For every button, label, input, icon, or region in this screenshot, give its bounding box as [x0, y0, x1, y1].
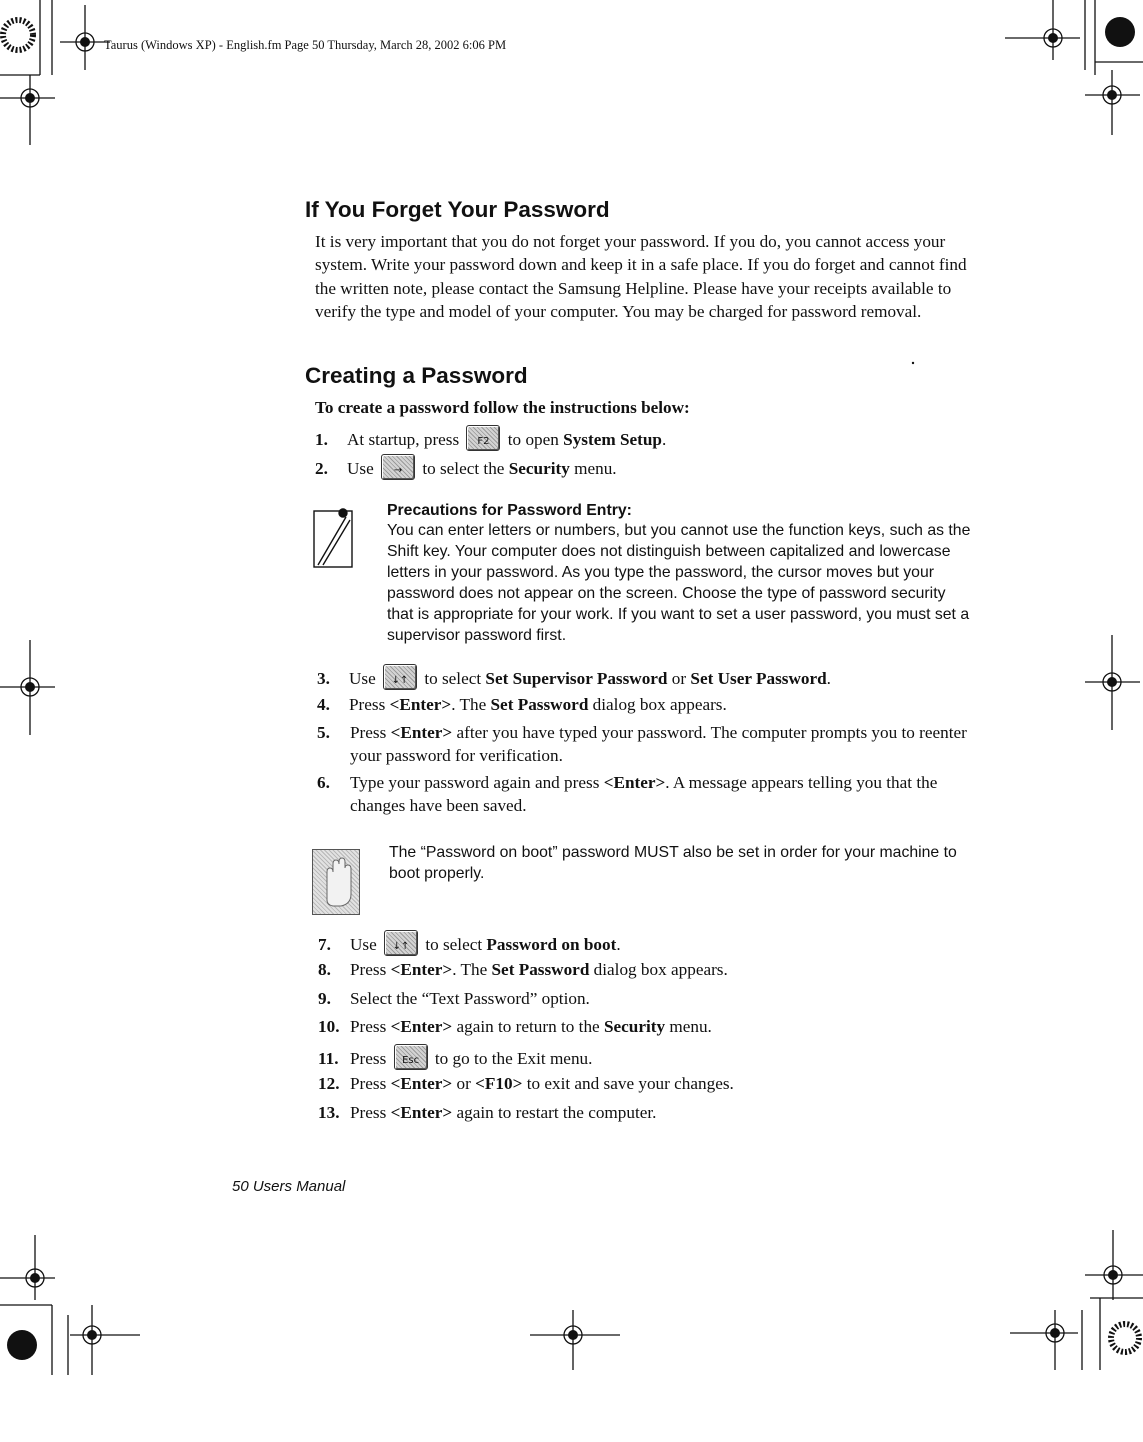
step-1: 1. At startup, press F2 to open System Setup. [315, 425, 666, 451]
updown-arrow-key-icon: ↓↑ [383, 664, 417, 690]
step-11: 11. Press Esc to go to the Exit menu. [318, 1044, 592, 1070]
updown-arrow-key-icon: ↓↑ [384, 930, 418, 956]
step-12: 12. Press <Enter> or <F10> to exit and save your changes. [318, 1074, 734, 1093]
arrow-key-icon: → [381, 454, 415, 480]
step-5: 5. Press <Enter> after you have typed your password. The computer prompts you to reenter your password for verification. [317, 723, 967, 766]
step-6: 6. Type your password again and press <Enter>. A message appears telling you that the changes have been saved. [317, 773, 938, 816]
step-13: 13. Press <Enter> again to restart the computer. [318, 1103, 657, 1122]
step-10: 10. Press <Enter> again to return to the Security menu. [318, 1017, 712, 1036]
step-9: 9. Select the “Text Password” option. [318, 989, 590, 1008]
hand-stop-icon [312, 849, 360, 915]
step-3: 3. Use ↓↑ to select Set Supervisor Password or Set User Password. [317, 664, 831, 690]
forget-password-paragraph: It is very important that you do not forget your password. If you do, you cannot access your system. Write your password down and keep it in a safe place. If you do forget and cannot find the written note, please contact the Samsung Helpline. Please have your receipts available to verify the type and model of your computer. You may be charged for password removal. [315, 232, 967, 322]
step-7: 7. Use ↓↑ to select Password on boot. [318, 930, 621, 956]
f2-key-icon: F2 [466, 425, 500, 451]
step-8: 8. Press <Enter>. The Set Password dialog box appears. [318, 960, 728, 979]
esc-key-icon: Esc [394, 1044, 428, 1070]
precautions-title: Precautions for Password Entry: [387, 502, 632, 519]
step-4: 4. Press <Enter>. The Set Password dialog box appears. [317, 695, 727, 714]
section-title-creating-password: Creating a Password [305, 363, 528, 388]
step-2: 2. Use → to select the Security menu. [315, 454, 617, 480]
instructions-intro: To create a password follow the instructions below: [315, 398, 690, 417]
pencil-note-icon [310, 505, 360, 571]
precautions-body: You can enter letters or numbers, but you cannot use the function keys, such as the Shift key. Your computer does not distinguish between capitalized and lowercase letters in your password. As you type the password, the cursor moves but your password does not appear on the screen. Choose the type of password security that is appropriate for your work. If you want to set a user password, you must set a supervisor password first. [387, 522, 971, 644]
section-title-forget-password: If You Forget Your Password [305, 197, 610, 222]
page-footer: 50 Users Manual [232, 1178, 346, 1195]
password-on-boot-warning: The “Password on boot” password MUST also be set in order for your machine to boot properly. [389, 844, 957, 882]
precautions-note [387, 502, 972, 646]
file-info-header: Taurus (Windows XP) - English.fm Page 50 Thursday, March 28, 2002 6:06 PM [104, 38, 507, 52]
